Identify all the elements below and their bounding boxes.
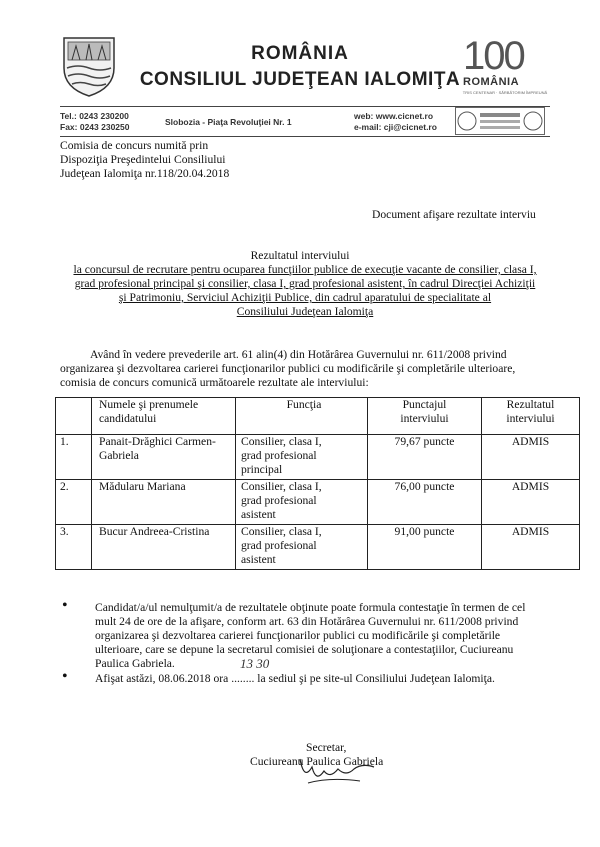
phone-number: Tel.: 0243 230200 [60, 111, 129, 121]
table-header-row [56, 398, 580, 435]
candidate-name [92, 480, 236, 525]
commission-line: Dispoziţia Preşedintelui Consiliului [60, 153, 226, 166]
header-title-romania: ROMÂNIA [251, 43, 349, 64]
centenary-sub: TRIS CENTENAR · SĂRBĂTORIM ÎMPREUNĂ [462, 90, 548, 95]
table-row [56, 480, 580, 525]
function-line: asistent [241, 553, 276, 566]
candidate-result: ADMIS [482, 435, 580, 480]
handwritten-signature-icon [290, 753, 380, 789]
header-cell-name [92, 398, 236, 435]
subtitle-line: Consiliului Judeţean Ialomiţa [236, 305, 374, 318]
row-number: 2. [56, 480, 92, 525]
subtitle-line: la concursul de recrutare pentru ocuparea funcţiilor publice de execuţie vacante de consilier, clasa I, [73, 263, 537, 276]
result-title: Rezultatul interviului [250, 249, 350, 262]
candidate-function [236, 480, 368, 525]
bullet-text-line: ulterioare, care se depune la secretarul comisiei de soluţionare a contestaţiilor, Cuciureanu [95, 643, 514, 656]
row-number: 1. [56, 435, 92, 480]
function-line: Consilier, clasa I, [241, 480, 322, 493]
subtitle-line: grad profesional principal şi consilier, clasa I, grad profesional asistent, în cadrul Direcţiei Achiziţii [74, 277, 536, 290]
results-table [55, 397, 580, 570]
certification-badge-icon [455, 107, 545, 135]
bullet-text-line: organizarea şi dezvoltarea carierei funcţionarilor publici cu modificările şi completările [95, 629, 501, 642]
intro-line: Având în vedere prevederile art. 61 alin(4) din Hotărârea Guvernului nr. 611/2008 privind [90, 348, 507, 361]
candidate-score: 76,00 puncte [368, 480, 482, 525]
candidate-score: 79,67 puncte [368, 435, 482, 480]
header-title-council: CONSILIUL JUDEŢEAN IALOMIŢA [139, 69, 461, 90]
bullet-text-line: Paulica Gabriela. [95, 657, 175, 670]
signature-role: Secretar, [306, 741, 347, 754]
posting-line [95, 672, 495, 686]
bullet-text-line: mult 24 de ore de la afişare, conform art. 63 din Hotărârea Guvernului nr. 611/2008 privind [95, 615, 519, 628]
function-line: grad profesional [241, 494, 317, 507]
time-blank: ........ [231, 672, 255, 685]
candidate-function [236, 525, 368, 570]
header-result-line: Rezultatul [506, 398, 555, 411]
bullet-text-line: Candidat/a/ul nemulţumit/a de rezultatele obţinute poate formula contestaţie în termen de cel [95, 601, 526, 614]
centenary-label: ROMÂNIA [463, 76, 520, 88]
bullet-icon: • [62, 597, 68, 614]
header-divider-bottom [60, 136, 550, 137]
header-score-line: interviului [400, 412, 449, 425]
table-row [56, 435, 580, 480]
email-address: e-mail: cji@cicnet.ro [354, 122, 437, 132]
commission-line: Comisia de concurs numită prin [60, 139, 209, 152]
handwritten-time: 13 30 [240, 656, 270, 671]
posting-location: la sediul şi pe site-ul Consiliului Judeţean Ialomiţa. [254, 672, 495, 685]
function-line: grad profesional [241, 449, 317, 462]
header-cell-number [56, 398, 92, 435]
fax-number: Fax: 0243 230250 [60, 122, 130, 132]
row-number: 3. [56, 525, 92, 570]
candidate-result: ADMIS [482, 480, 580, 525]
bullet-icon: • [62, 668, 68, 685]
centenary-digits: 100 [463, 34, 524, 78]
header-cell-result [482, 398, 580, 435]
header-cell-score [368, 398, 482, 435]
candidate-name [92, 525, 236, 570]
intro-line: comisia de concurs comunică următoarele rezultate ale interviului: [60, 376, 369, 389]
candidate-result: ADMIS [482, 525, 580, 570]
candidate-name-line: Bucur Andreea-Cristina [99, 525, 210, 538]
address: Slobozia - Piaţa Revoluţiei Nr. 1 [165, 117, 292, 127]
table-row [56, 525, 580, 570]
function-line: asistent [241, 508, 276, 521]
candidate-name-line: Mădularu Mariana [99, 480, 186, 493]
centenary-logo [455, 34, 555, 104]
candidate-function [236, 435, 368, 480]
document-note: Document afişare rezultate interviu [372, 208, 536, 221]
signature-name: Cuciureanu Paulica Gabriela [250, 755, 384, 768]
function-line: Consilier, clasa I, [241, 525, 322, 538]
header-name-line: Numele şi prenumele [99, 398, 199, 411]
header-cell-function [236, 398, 368, 435]
candidate-name [92, 435, 236, 480]
candidate-name-line: Gabriela [99, 449, 139, 462]
subtitle-line: şi Patrimoniu, Serviciul Achiziţii Publice, din cadrul aparatului de specialitate al [118, 291, 492, 304]
header-function-text: Funcţia [286, 398, 322, 411]
intro-line: organizarea şi dezvoltarea carierei funcţionarilor publici cu modificările şi completările ulterioare, [60, 362, 516, 375]
candidate-score: 91,00 puncte [368, 525, 482, 570]
posting-date: Afişat astăzi, 08.06.2018 ora [95, 672, 232, 685]
header-score-line: Punctajul [402, 398, 447, 411]
commission-line: Judeţean Ialomiţa nr.118/20.04.2018 [60, 167, 230, 180]
function-line: principal [241, 463, 283, 476]
header-result-line: interviului [506, 412, 555, 425]
candidate-name-line: Panait-Drăghici Carmen- [99, 435, 216, 448]
function-line: grad profesional [241, 539, 317, 552]
web-address: web: www.cicnet.ro [354, 111, 434, 121]
header-name-line: candidatului [99, 412, 157, 425]
function-line: Consilier, clasa I, [241, 435, 322, 448]
